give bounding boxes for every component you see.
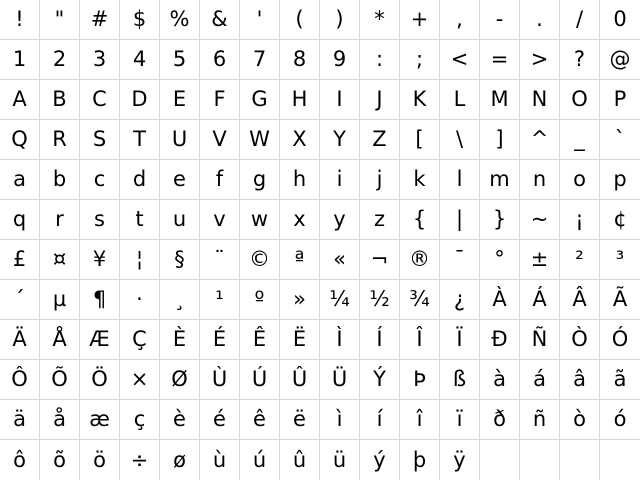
glyph-cell[interactable]: ! bbox=[0, 0, 40, 40]
glyph-cell[interactable]: × bbox=[120, 360, 160, 400]
glyph-cell[interactable]: » bbox=[280, 280, 320, 320]
glyph-cell[interactable]: ^ bbox=[520, 120, 560, 160]
glyph-cell[interactable]: S bbox=[80, 120, 120, 160]
glyph-cell[interactable]: } bbox=[480, 200, 520, 240]
glyph-cell[interactable]: 3 bbox=[80, 40, 120, 80]
glyph-cell[interactable]: Ô bbox=[0, 360, 40, 400]
glyph-cell[interactable]: @ bbox=[600, 40, 640, 80]
glyph-cell[interactable]: Ö bbox=[80, 360, 120, 400]
glyph-cell[interactable]: G bbox=[240, 80, 280, 120]
glyph-cell[interactable]: õ bbox=[40, 440, 80, 480]
glyph-cell[interactable]: $ bbox=[120, 0, 160, 40]
glyph-cell[interactable]: þ bbox=[400, 440, 440, 480]
glyph-cell[interactable]: Ñ bbox=[520, 320, 560, 360]
glyph-cell[interactable]: B bbox=[40, 80, 80, 120]
glyph-cell[interactable]: © bbox=[240, 240, 280, 280]
glyph-cell[interactable]: K bbox=[400, 80, 440, 120]
glyph-cell[interactable]: Ï bbox=[440, 320, 480, 360]
glyph-cell[interactable]: £ bbox=[0, 240, 40, 280]
glyph-cell[interactable]: e bbox=[160, 160, 200, 200]
glyph-cell[interactable]: [ bbox=[400, 120, 440, 160]
glyph-cell[interactable]: à bbox=[480, 360, 520, 400]
glyph-cell[interactable]: ² bbox=[560, 240, 600, 280]
glyph-cell-empty bbox=[520, 440, 560, 480]
glyph-cell[interactable]: ð bbox=[480, 400, 520, 440]
glyph-cell[interactable]: ¹ bbox=[200, 280, 240, 320]
glyph-cell[interactable]: . bbox=[520, 0, 560, 40]
glyph-cell[interactable]: ³ bbox=[600, 240, 640, 280]
glyph-cell[interactable]: Ã bbox=[600, 280, 640, 320]
glyph-cell[interactable]: â bbox=[560, 360, 600, 400]
glyph-cell[interactable]: ó bbox=[600, 400, 640, 440]
glyph-cell[interactable]: ' bbox=[240, 0, 280, 40]
glyph-cell[interactable]: Ì bbox=[320, 320, 360, 360]
glyph-cell[interactable]: · bbox=[120, 280, 160, 320]
glyph-cell[interactable]: < bbox=[440, 40, 480, 80]
glyph-cell[interactable]: ú bbox=[240, 440, 280, 480]
glyph-cell[interactable]: Í bbox=[360, 320, 400, 360]
glyph-cell[interactable]: « bbox=[320, 240, 360, 280]
glyph-cell[interactable]: r bbox=[40, 200, 80, 240]
glyph-cell[interactable]: : bbox=[360, 40, 400, 80]
glyph-cell[interactable]: v bbox=[200, 200, 240, 240]
glyph-cell[interactable]: ò bbox=[560, 400, 600, 440]
glyph-cell[interactable]: Ë bbox=[280, 320, 320, 360]
glyph-cell[interactable]: ¶ bbox=[80, 280, 120, 320]
glyph-cell[interactable]: Z bbox=[360, 120, 400, 160]
glyph-cell[interactable]: l bbox=[440, 160, 480, 200]
glyph-cell[interactable]: 1 bbox=[0, 40, 40, 80]
glyph-cell[interactable]: C bbox=[80, 80, 120, 120]
glyph-cell[interactable]: ¿ bbox=[440, 280, 480, 320]
glyph-cell[interactable]: W bbox=[240, 120, 280, 160]
glyph-cell[interactable]: ü bbox=[320, 440, 360, 480]
glyph-cell[interactable]: Æ bbox=[80, 320, 120, 360]
glyph-cell[interactable]: E bbox=[160, 80, 200, 120]
glyph-cell[interactable]: & bbox=[200, 0, 240, 40]
glyph-cell[interactable]: ¦ bbox=[120, 240, 160, 280]
glyph-cell[interactable]: Ù bbox=[200, 360, 240, 400]
glyph-cell[interactable]: b bbox=[40, 160, 80, 200]
glyph-cell[interactable]: # bbox=[80, 0, 120, 40]
glyph-cell[interactable]: ¸ bbox=[160, 280, 200, 320]
glyph-cell[interactable]: ¾ bbox=[400, 280, 440, 320]
glyph-cell[interactable]: ø bbox=[160, 440, 200, 480]
glyph-cell[interactable]: ° bbox=[480, 240, 520, 280]
glyph-cell[interactable]: + bbox=[400, 0, 440, 40]
glyph-cell[interactable]: É bbox=[200, 320, 240, 360]
glyph-cell[interactable]: M bbox=[480, 80, 520, 120]
glyph-cell[interactable]: y bbox=[320, 200, 360, 240]
glyph-cell[interactable]: ã bbox=[600, 360, 640, 400]
glyph-cell[interactable]: Õ bbox=[40, 360, 80, 400]
glyph-cell[interactable]: Ê bbox=[240, 320, 280, 360]
glyph-cell[interactable]: æ bbox=[80, 400, 120, 440]
glyph-cell[interactable]: ) bbox=[320, 0, 360, 40]
glyph-cell[interactable]: Y bbox=[320, 120, 360, 160]
glyph-cell[interactable]: - bbox=[480, 0, 520, 40]
glyph-cell[interactable]: Û bbox=[280, 360, 320, 400]
glyph-cell[interactable]: ê bbox=[240, 400, 280, 440]
glyph-cell[interactable]: 6 bbox=[200, 40, 240, 80]
glyph-cell[interactable]: g bbox=[240, 160, 280, 200]
glyph-cell[interactable]: o bbox=[560, 160, 600, 200]
glyph-cell[interactable]: a bbox=[0, 160, 40, 200]
glyph-cell[interactable]: Ð bbox=[480, 320, 520, 360]
glyph-cell[interactable]: = bbox=[480, 40, 520, 80]
glyph-cell[interactable]: Ó bbox=[600, 320, 640, 360]
glyph-cell[interactable]: ` bbox=[600, 120, 640, 160]
glyph-cell[interactable]: å bbox=[40, 400, 80, 440]
glyph-cell[interactable]: é bbox=[200, 400, 240, 440]
glyph-cell[interactable]: J bbox=[360, 80, 400, 120]
glyph-cell[interactable]: i bbox=[320, 160, 360, 200]
glyph-cell[interactable]: á bbox=[520, 360, 560, 400]
glyph-cell[interactable]: z bbox=[360, 200, 400, 240]
glyph-cell[interactable]: ~ bbox=[520, 200, 560, 240]
glyph-cell[interactable]: q bbox=[0, 200, 40, 240]
glyph-cell[interactable]: ù bbox=[200, 440, 240, 480]
glyph-cell[interactable]: ¢ bbox=[600, 200, 640, 240]
glyph-cell[interactable]: ½ bbox=[360, 280, 400, 320]
glyph-cell[interactable]: c bbox=[80, 160, 120, 200]
glyph-cell[interactable]: Ä bbox=[0, 320, 40, 360]
glyph-cell[interactable]: ª bbox=[280, 240, 320, 280]
glyph-cell[interactable]: Å bbox=[40, 320, 80, 360]
glyph-cell[interactable]: ¯ bbox=[440, 240, 480, 280]
glyph-cell[interactable]: § bbox=[160, 240, 200, 280]
glyph-cell[interactable]: ¼ bbox=[320, 280, 360, 320]
glyph-cell[interactable]: ® bbox=[400, 240, 440, 280]
glyph-cell[interactable]: ï bbox=[440, 400, 480, 440]
glyph-cell[interactable]: H bbox=[280, 80, 320, 120]
glyph-cell[interactable]: Ú bbox=[240, 360, 280, 400]
glyph-cell[interactable]: ? bbox=[560, 40, 600, 80]
glyph-cell[interactable]: µ bbox=[40, 280, 80, 320]
glyph-cell[interactable]: w bbox=[240, 200, 280, 240]
glyph-cell[interactable]: ´ bbox=[0, 280, 40, 320]
glyph-cell[interactable]: 8 bbox=[280, 40, 320, 80]
glyph-cell[interactable]: n bbox=[520, 160, 560, 200]
glyph-cell[interactable]: ; bbox=[400, 40, 440, 80]
glyph-cell[interactable]: N bbox=[520, 80, 560, 120]
glyph-cell[interactable]: d bbox=[120, 160, 160, 200]
glyph-cell[interactable]: / bbox=[560, 0, 600, 40]
glyph-cell[interactable]: è bbox=[160, 400, 200, 440]
glyph-cell[interactable]: A bbox=[0, 80, 40, 120]
glyph-cell[interactable]: 0 bbox=[600, 0, 640, 40]
glyph-cell[interactable]: U bbox=[160, 120, 200, 160]
glyph-cell[interactable]: t bbox=[120, 200, 160, 240]
glyph-cell[interactable]: , bbox=[440, 0, 480, 40]
glyph-cell[interactable]: Á bbox=[520, 280, 560, 320]
glyph-cell[interactable]: " bbox=[40, 0, 80, 40]
glyph-cell[interactable]: ä bbox=[0, 400, 40, 440]
glyph-cell[interactable]: f bbox=[200, 160, 240, 200]
glyph-cell[interactable]: \ bbox=[440, 120, 480, 160]
glyph-cell[interactable]: ¡ bbox=[560, 200, 600, 240]
glyph-cell[interactable]: % bbox=[160, 0, 200, 40]
glyph-cell[interactable]: ¤ bbox=[40, 240, 80, 280]
glyph-cell[interactable]: Þ bbox=[400, 360, 440, 400]
glyph-cell[interactable]: * bbox=[360, 0, 400, 40]
glyph-cell[interactable]: À bbox=[480, 280, 520, 320]
glyph-cell[interactable]: T bbox=[120, 120, 160, 160]
glyph-cell[interactable]: Ü bbox=[320, 360, 360, 400]
glyph-cell[interactable]: Ý bbox=[360, 360, 400, 400]
glyph-cell[interactable]: ñ bbox=[520, 400, 560, 440]
glyph-cell[interactable]: O bbox=[560, 80, 600, 120]
glyph-cell[interactable]: I bbox=[320, 80, 360, 120]
glyph-cell[interactable]: ¨ bbox=[200, 240, 240, 280]
glyph-cell[interactable]: ( bbox=[280, 0, 320, 40]
glyph-cell[interactable]: h bbox=[280, 160, 320, 200]
glyph-cell[interactable]: î bbox=[400, 400, 440, 440]
glyph-cell-empty bbox=[600, 440, 640, 480]
glyph-cell[interactable]: V bbox=[200, 120, 240, 160]
glyph-cell[interactable]: ß bbox=[440, 360, 480, 400]
glyph-cell[interactable]: û bbox=[280, 440, 320, 480]
glyph-cell[interactable]: Î bbox=[400, 320, 440, 360]
glyph-cell-empty bbox=[480, 440, 520, 480]
glyph-cell[interactable]: 2 bbox=[40, 40, 80, 80]
glyph-cell[interactable]: ç bbox=[120, 400, 160, 440]
glyph-cell[interactable]: Ç bbox=[120, 320, 160, 360]
glyph-cell[interactable]: Ø bbox=[160, 360, 200, 400]
glyph-cell[interactable]: p bbox=[600, 160, 640, 200]
glyph-cell[interactable]: j bbox=[360, 160, 400, 200]
glyph-cell[interactable]: > bbox=[520, 40, 560, 80]
glyph-cell[interactable]: D bbox=[120, 80, 160, 120]
glyph-cell[interactable]: k bbox=[400, 160, 440, 200]
glyph-cell[interactable]: F bbox=[200, 80, 240, 120]
glyph-cell[interactable]: | bbox=[440, 200, 480, 240]
glyph-cell[interactable]: 5 bbox=[160, 40, 200, 80]
glyph-cell[interactable]: ÿ bbox=[440, 440, 480, 480]
glyph-cell[interactable]: Â bbox=[560, 280, 600, 320]
glyph-cell[interactable]: ö bbox=[80, 440, 120, 480]
glyph-cell[interactable]: º bbox=[240, 280, 280, 320]
glyph-cell[interactable]: ÷ bbox=[120, 440, 160, 480]
glyph-cell[interactable]: s bbox=[80, 200, 120, 240]
glyph-cell[interactable]: 9 bbox=[320, 40, 360, 80]
glyph-cell[interactable]: Ò bbox=[560, 320, 600, 360]
glyph-cell[interactable]: 4 bbox=[120, 40, 160, 80]
glyph-cell[interactable]: 7 bbox=[240, 40, 280, 80]
glyph-cell[interactable]: _ bbox=[560, 120, 600, 160]
glyph-cell[interactable]: ¬ bbox=[360, 240, 400, 280]
glyph-cell[interactable]: Q bbox=[0, 120, 40, 160]
glyph-cell[interactable]: L bbox=[440, 80, 480, 120]
glyph-cell[interactable]: ì bbox=[320, 400, 360, 440]
glyph-cell-empty bbox=[560, 440, 600, 480]
glyph-cell[interactable]: { bbox=[400, 200, 440, 240]
glyph-cell[interactable]: R bbox=[40, 120, 80, 160]
glyph-cell[interactable]: x bbox=[280, 200, 320, 240]
glyph-cell[interactable]: í bbox=[360, 400, 400, 440]
glyph-cell[interactable]: ± bbox=[520, 240, 560, 280]
glyph-cell[interactable]: ] bbox=[480, 120, 520, 160]
glyph-cell[interactable]: P bbox=[600, 80, 640, 120]
glyph-cell[interactable]: È bbox=[160, 320, 200, 360]
glyph-cell[interactable]: X bbox=[280, 120, 320, 160]
glyph-cell[interactable]: ë bbox=[280, 400, 320, 440]
glyph-cell[interactable]: m bbox=[480, 160, 520, 200]
glyph-cell[interactable]: u bbox=[160, 200, 200, 240]
glyph-cell[interactable]: ý bbox=[360, 440, 400, 480]
glyph-cell[interactable]: ¥ bbox=[80, 240, 120, 280]
glyph-cell[interactable]: ô bbox=[0, 440, 40, 480]
